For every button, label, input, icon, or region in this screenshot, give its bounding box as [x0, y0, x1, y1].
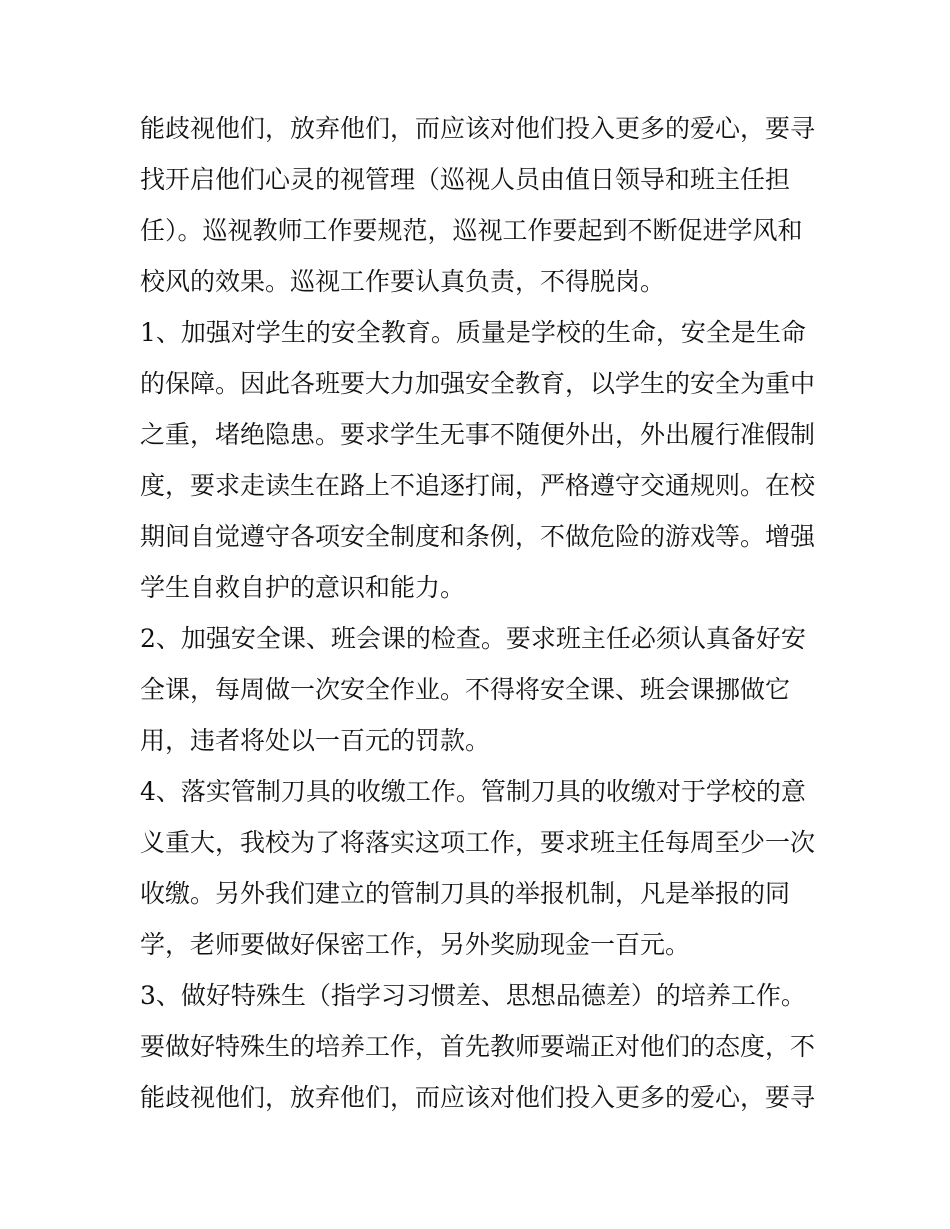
- body-text: [140, 103, 820, 1123]
- text-line: 学生自救自护的意识和能力。: [140, 573, 466, 602]
- text-line: 1、加强对学生的安全教育。质量是学校的生命，安全是生命: [140, 318, 806, 347]
- text-line: 的保障。因此各班要大力加强安全教育，以学生的安全为重中: [140, 369, 816, 398]
- text-line: 找开启他们心灵的视管理（巡视人员由值日领导和班主任担: [140, 165, 791, 194]
- text-line: 度，要求走读生在路上不追逐打闹，严格遵守交通规则。在校: [140, 471, 816, 500]
- text-line: 期间自觉遵守各项安全制度和条例，不做危险的游戏等。增强: [140, 522, 816, 551]
- text-line: 能歧视他们，放弃他们，而应该对他们投入更多的爱心，要寻: [140, 1083, 816, 1112]
- text-line: 校风的效果。巡视工作要认真负责，不得脱岗。: [140, 267, 666, 296]
- text-line: 4、落实管制刀具的收缴工作。管制刀具的收缴对于学校的意: [140, 777, 806, 806]
- text-line: 义重大，我校为了将落实这项工作，要求班主任每周至少一次: [140, 828, 816, 857]
- text-line: 能歧视他们，放弃他们，而应该对他们投入更多的爱心，要寻: [140, 114, 816, 143]
- text-line: 用，违者将处以一百元的罚款。: [140, 726, 491, 755]
- text-line: 学，老师要做好保密工作，另外奖励现金一百元。: [140, 930, 691, 959]
- text-line: 任）。巡视教师工作要规范，巡视工作要起到不断促进学风和: [140, 216, 803, 245]
- text-line: 之重，堵绝隐患。要求学生无事不随便外出，外出履行准假制: [140, 420, 816, 449]
- text-line: 全课，每周做一次安全作业。不得将安全课、班会课挪做它: [140, 675, 791, 704]
- text-line: 3、做好特殊生（指学习习惯差、思想品德差）的培养工作。: [140, 981, 806, 1010]
- text-line: 要做好特殊生的培养工作，首先教师要端正对他们的态度，不: [140, 1032, 816, 1061]
- text-line: 收缴。另外我们建立的管制刀具的举报机制，凡是举报的同: [140, 879, 791, 908]
- text-line: 2、加强安全课、班会课的检查。要求班主任必须认真备好安: [140, 624, 806, 653]
